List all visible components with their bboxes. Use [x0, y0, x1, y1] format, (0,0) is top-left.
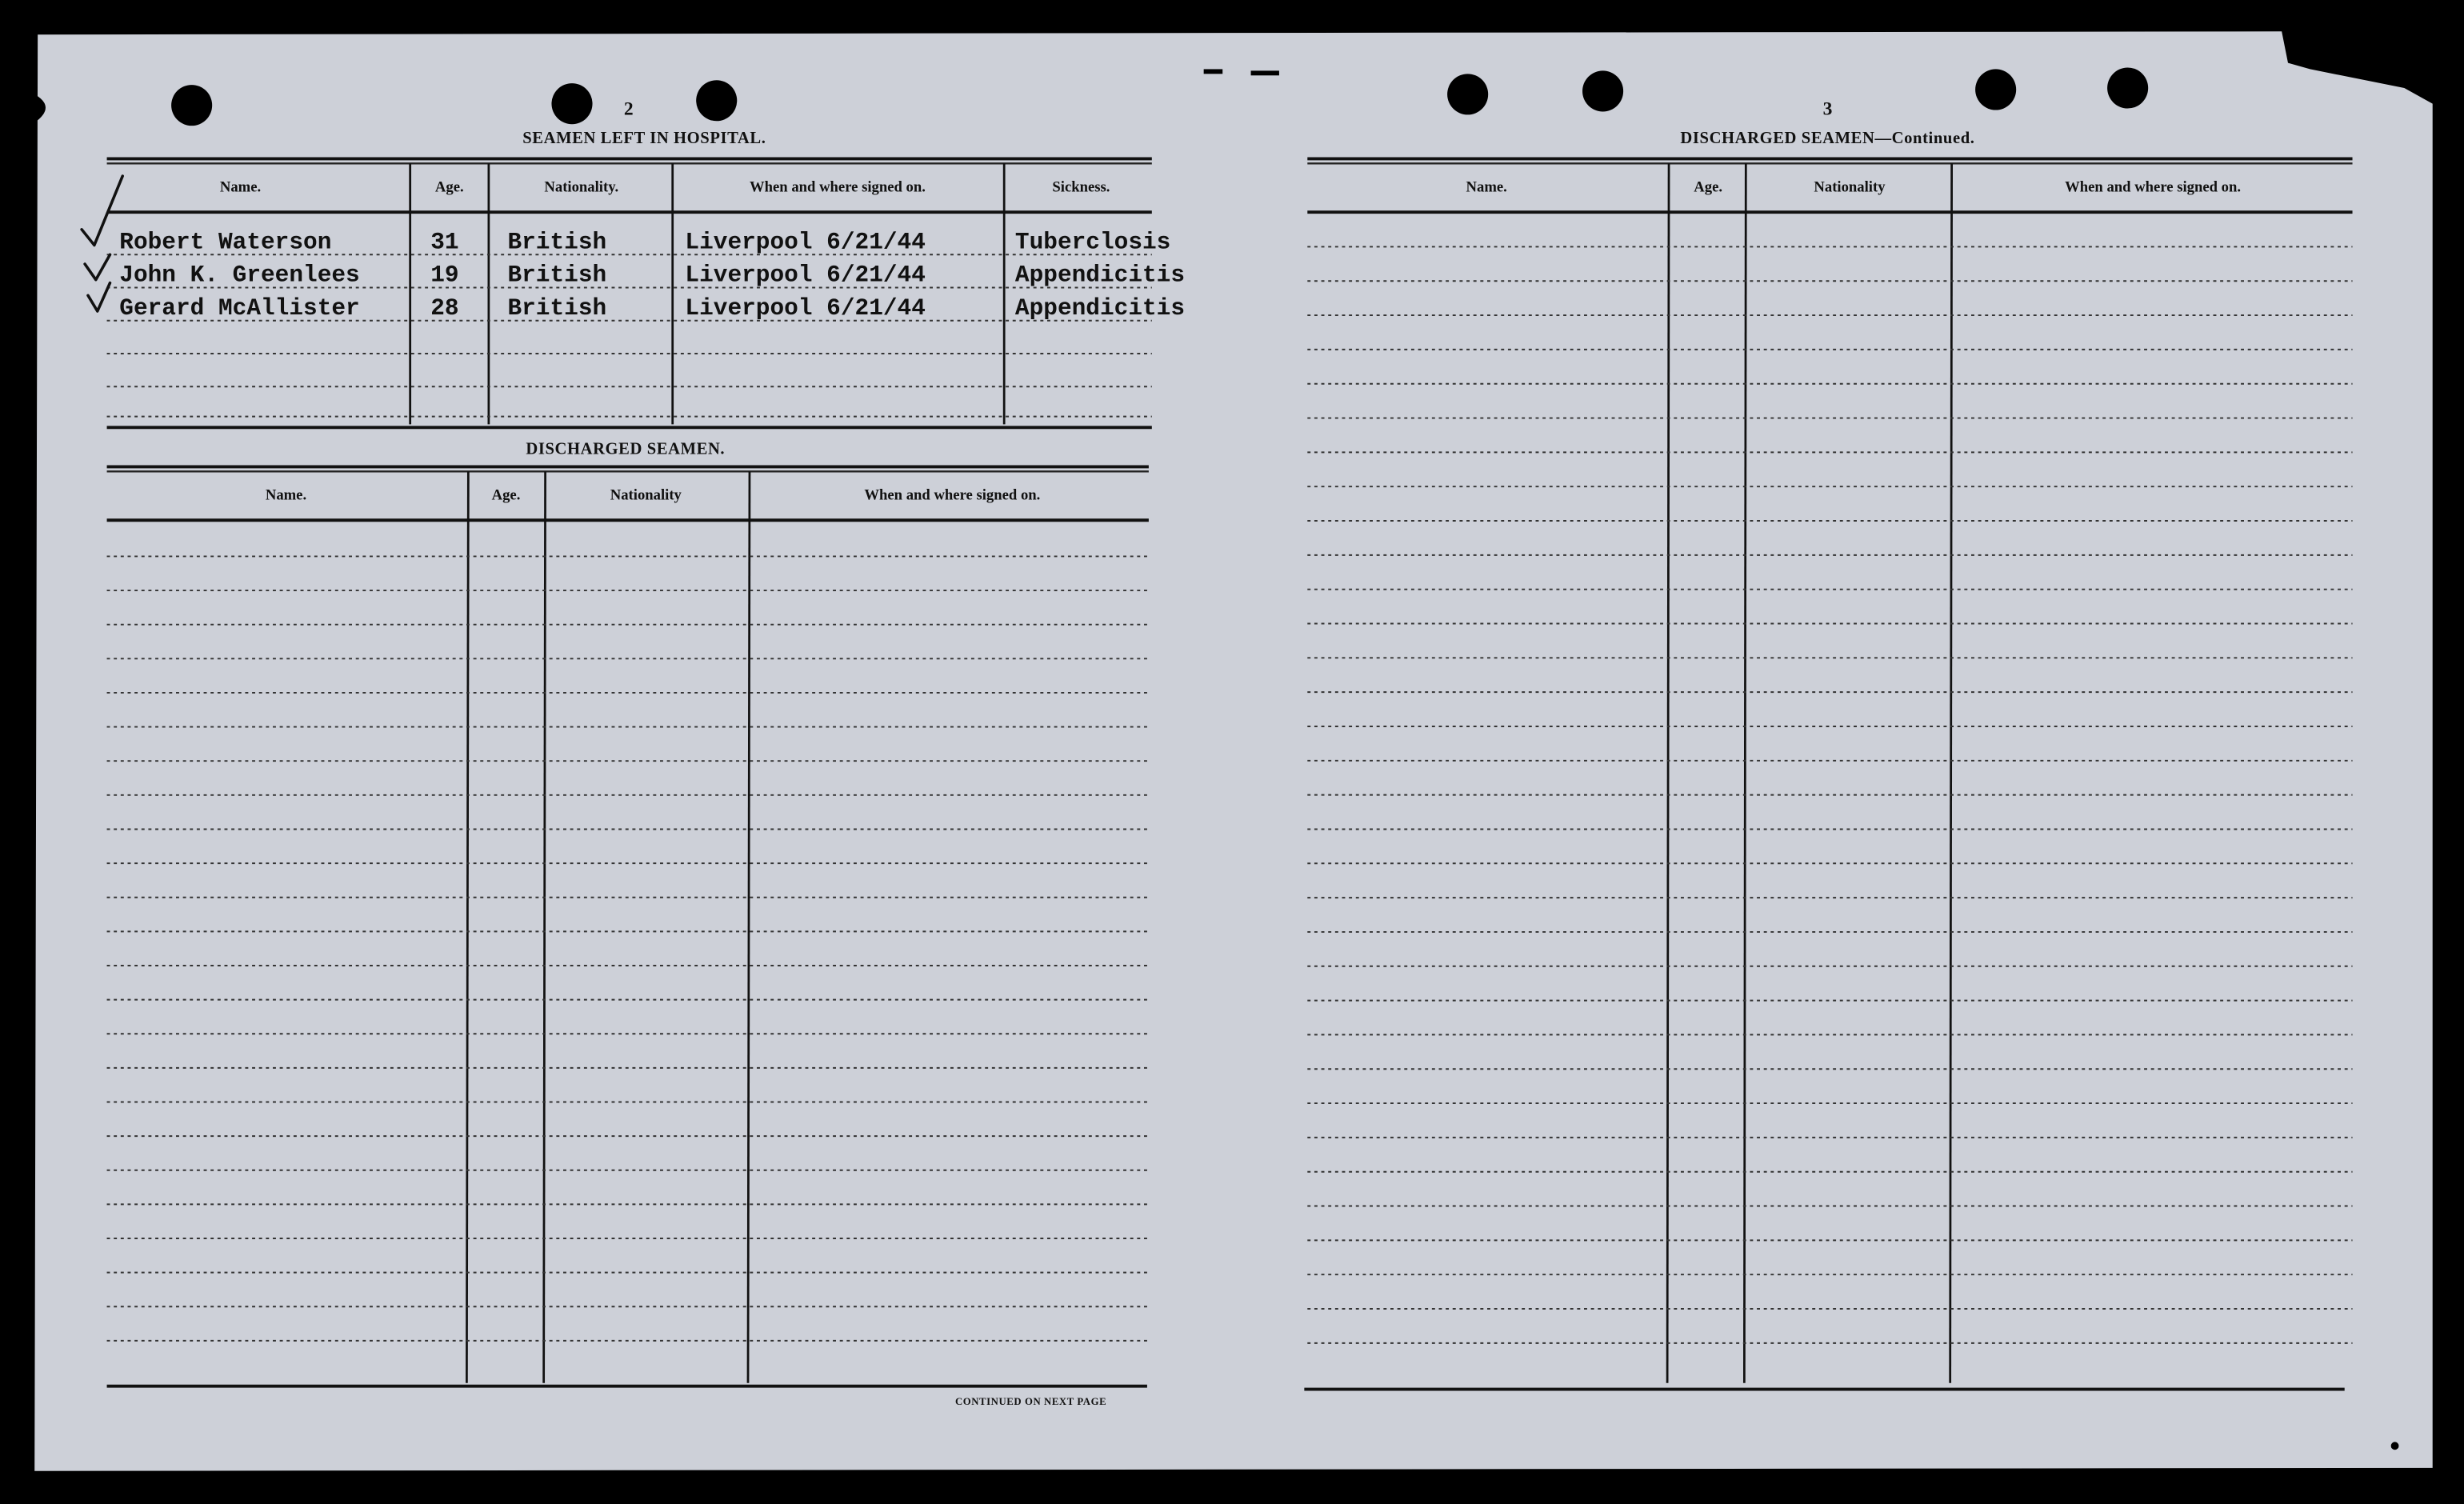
row-signed-on: Liverpool 6/21/44 [685, 294, 926, 322]
col-header-age: Age. [434, 178, 464, 196]
col-header-age: Age. [1694, 178, 1723, 196]
col-header-age: Age. [491, 486, 521, 504]
row-age: 31 [430, 228, 459, 256]
col-header-signed-on: When and where signed on. [2065, 178, 2242, 196]
row-nationality: British [507, 261, 607, 289]
col-header-signed-on: When and where signed on. [749, 178, 926, 196]
col-header-name: Name. [265, 486, 307, 504]
row-name: John K. Greenlees [119, 261, 360, 289]
hospital-section-title: SEAMEN LEFT IN HOSPITAL. [522, 129, 766, 147]
col-header-name: Name. [219, 178, 262, 196]
row-signed-on: Liverpool 6/21/44 [685, 261, 926, 289]
right-section-title: DISCHARGED SEAMEN—Continued. [1680, 129, 1975, 147]
col-header-name: Name. [1466, 178, 1507, 196]
row-sickness: Tuberclosis [1014, 228, 1171, 256]
discharged-section-title: DISCHARGED SEAMEN. [526, 440, 726, 458]
row-nationality: British [507, 228, 607, 256]
row-sickness: Appendicitis [1014, 261, 1186, 289]
row-age: 28 [430, 294, 459, 322]
row-sickness: Appendicitis [1014, 294, 1186, 322]
paper-sheet [34, 31, 2433, 1470]
page-number-2: 2 [623, 98, 634, 120]
row-signed-on: Liverpool 6/21/44 [685, 228, 926, 256]
col-header-signed-on: When and where signed on. [864, 486, 1041, 504]
row-age: 19 [430, 261, 459, 289]
col-header-nationality: Nationality. [544, 178, 619, 196]
col-header-nationality: Nationality [1814, 178, 1886, 196]
page-number-3: 3 [1822, 98, 1833, 120]
col-header-nationality: Nationality [610, 486, 682, 504]
continued-note: CONTINUED ON NEXT PAGE [954, 1396, 1107, 1408]
col-header-sickness: Sickness. [1052, 178, 1110, 196]
row-nationality: British [507, 294, 607, 322]
row-name: Robert Waterson [119, 228, 332, 256]
row-name: Gerard McAllister [119, 294, 360, 322]
